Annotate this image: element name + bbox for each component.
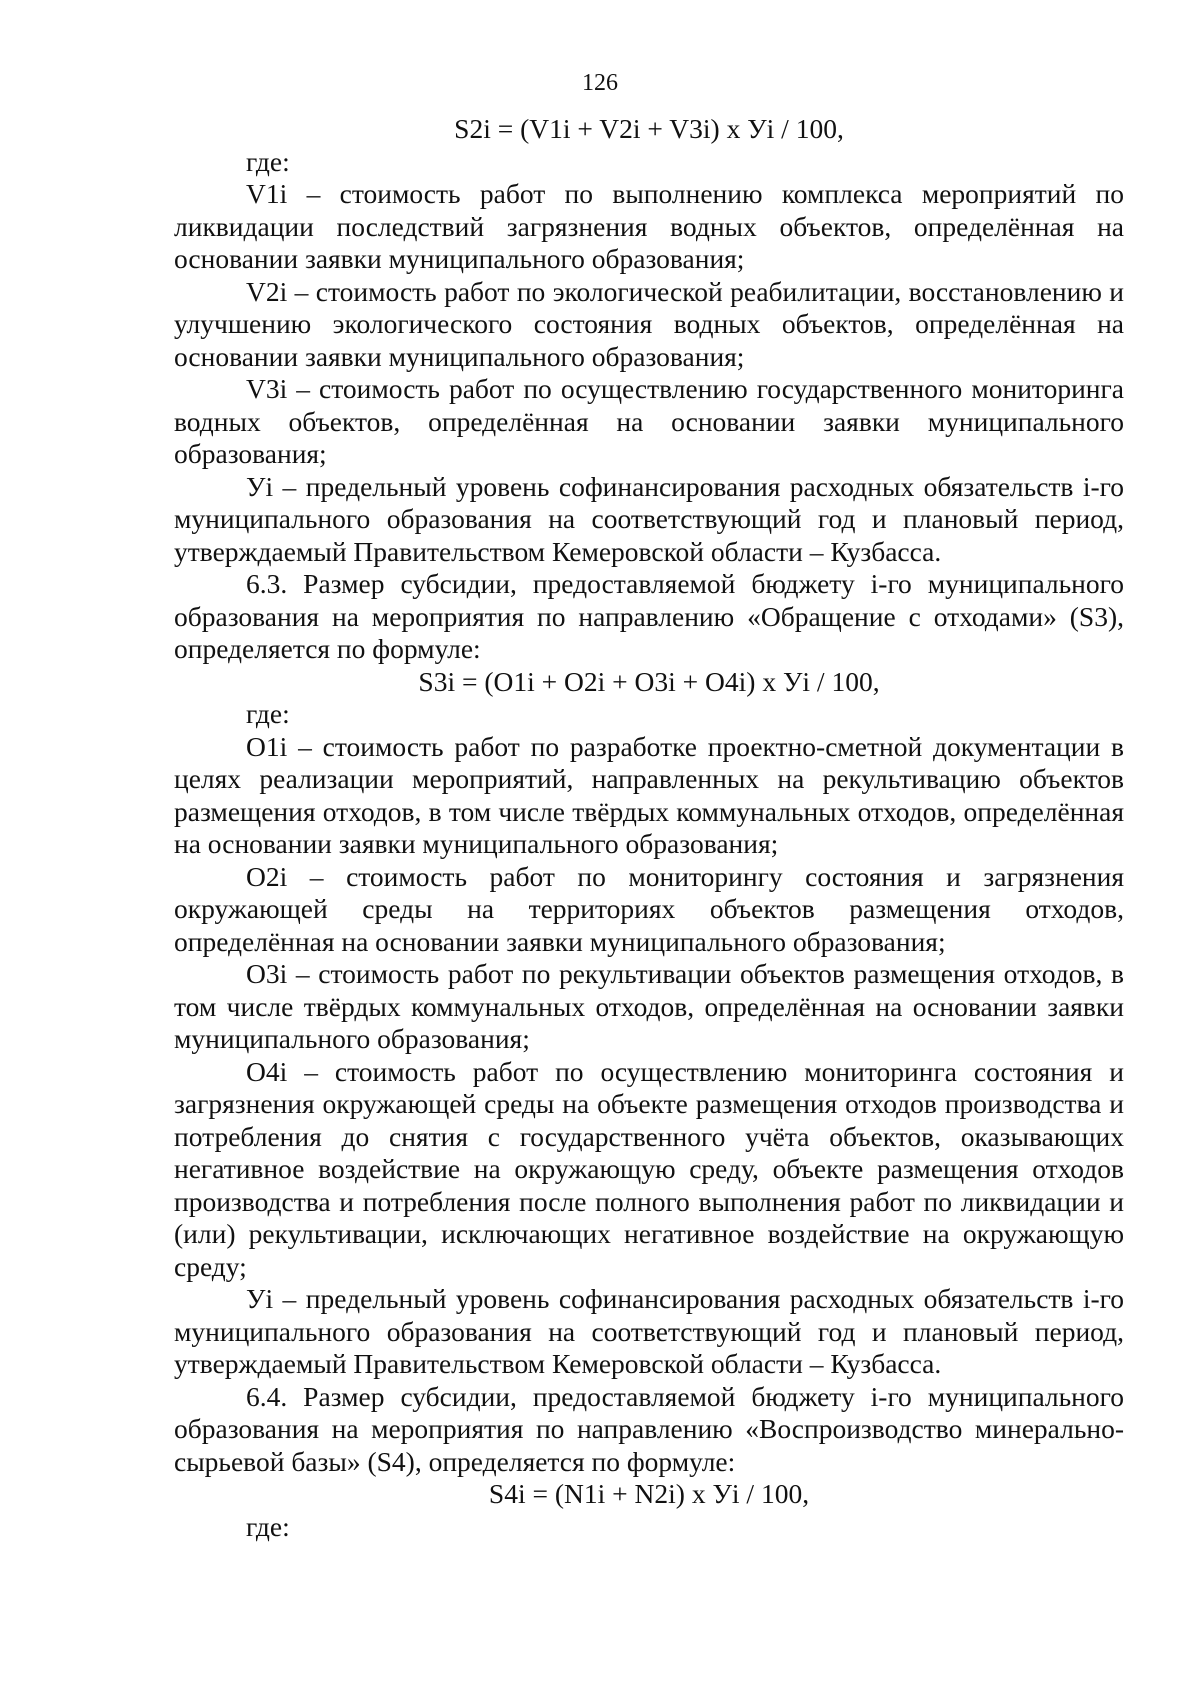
- definition-o4: O4i – стоимость работ по осуществлению мониторинга состояния и загрязнения окружающей среды на объекте размещения отходов производства и потребления до снятия с государственного учёта объектов, оказывающих негативное воздействие на окружающую среду, объекте размещения отходов производства и потребления после полного выполнения работ по ликвидации и (или) рекультивации, исключающих негативное воздействие на окружающую среду;: [174, 1055, 1124, 1282]
- definition-v1: V1i – стоимость работ по выполнению комплекса мероприятий по ликвидации последствий загрязнения водных объектов, определённая на основании заявки муниципального образования;: [174, 178, 1124, 274]
- definition-v2: V2i – стоимость работ по экологической реабилитации, восстановлению и улучшению экологического состояния водных объектов, определённая на основании заявки муниципального образования;: [174, 275, 1124, 372]
- where-label: где:: [246, 1510, 290, 1542]
- section-6-3: 6.3. Размер субсидии, предоставляемой бюджету i-го муниципального образования на мероприятия по направлению «Обращение с отходами» (S3), определяется по формуле:: [174, 568, 1124, 664]
- definition-o3: O3i – стоимость работ по рекультивации объектов размещения отходов, в том числе твёрдых коммунальных отходов, определённая на основании заявки муниципального образования;: [174, 958, 1124, 1054]
- definition-o1: O1i – стоимость работ по разработке проектно-сметной документации в целях реализации мероприятий, направленных на рекультивацию объектов размещения отходов, в том числе твёрдых коммунальных отходов, определённая на основании заявки муниципального образования;: [174, 730, 1124, 859]
- formula-s2: S2i = (V1i + V2i + V3i) x Уi / 100,: [454, 113, 844, 144]
- section-6-4: 6.4. Размер субсидии, предоставляемой бюджету i-го муниципального образования на мероприятия по направлению «Воспроизводство минерально-сырьевой базы» (S4), определяется по формуле:: [174, 1380, 1124, 1477]
- definition-y: Уi – предельный уровень софинансирования расходных обязательств i-го муниципального образования на соответствующий год и плановый период, утверждаемый Правительством Кемеровской области – Кузбасса.: [174, 470, 1124, 567]
- definition-o2: O2i – стоимость работ по мониторингу состояния и загрязнения окружающей среды на территориях объектов размещения отходов, определённая на основании заявки муниципального образования;: [174, 860, 1124, 957]
- formula-s3: S3i = (O1i + O2i + O3i + O4i) x Уi / 100,: [418, 665, 880, 697]
- where-label: где:: [246, 698, 290, 729]
- page-number: 126: [582, 70, 618, 96]
- definition-v3: V3i – стоимость работ по осуществлению государственного мониторинга водных объектов, определённая на основании заявки муниципального образования;: [174, 373, 1124, 469]
- where-label: где:: [246, 145, 290, 177]
- definition-y: Уi – предельный уровень софинансирования расходных обязательств i-го муниципального образования на соответствующий год и плановый период, утверждаемый Правительством Кемеровской области – Кузбасса.: [174, 1283, 1124, 1379]
- document-body: [174, 113, 1124, 1543]
- formula-s4: S4i = (N1i + N2i) x Уi / 100,: [488, 1478, 810, 1509]
